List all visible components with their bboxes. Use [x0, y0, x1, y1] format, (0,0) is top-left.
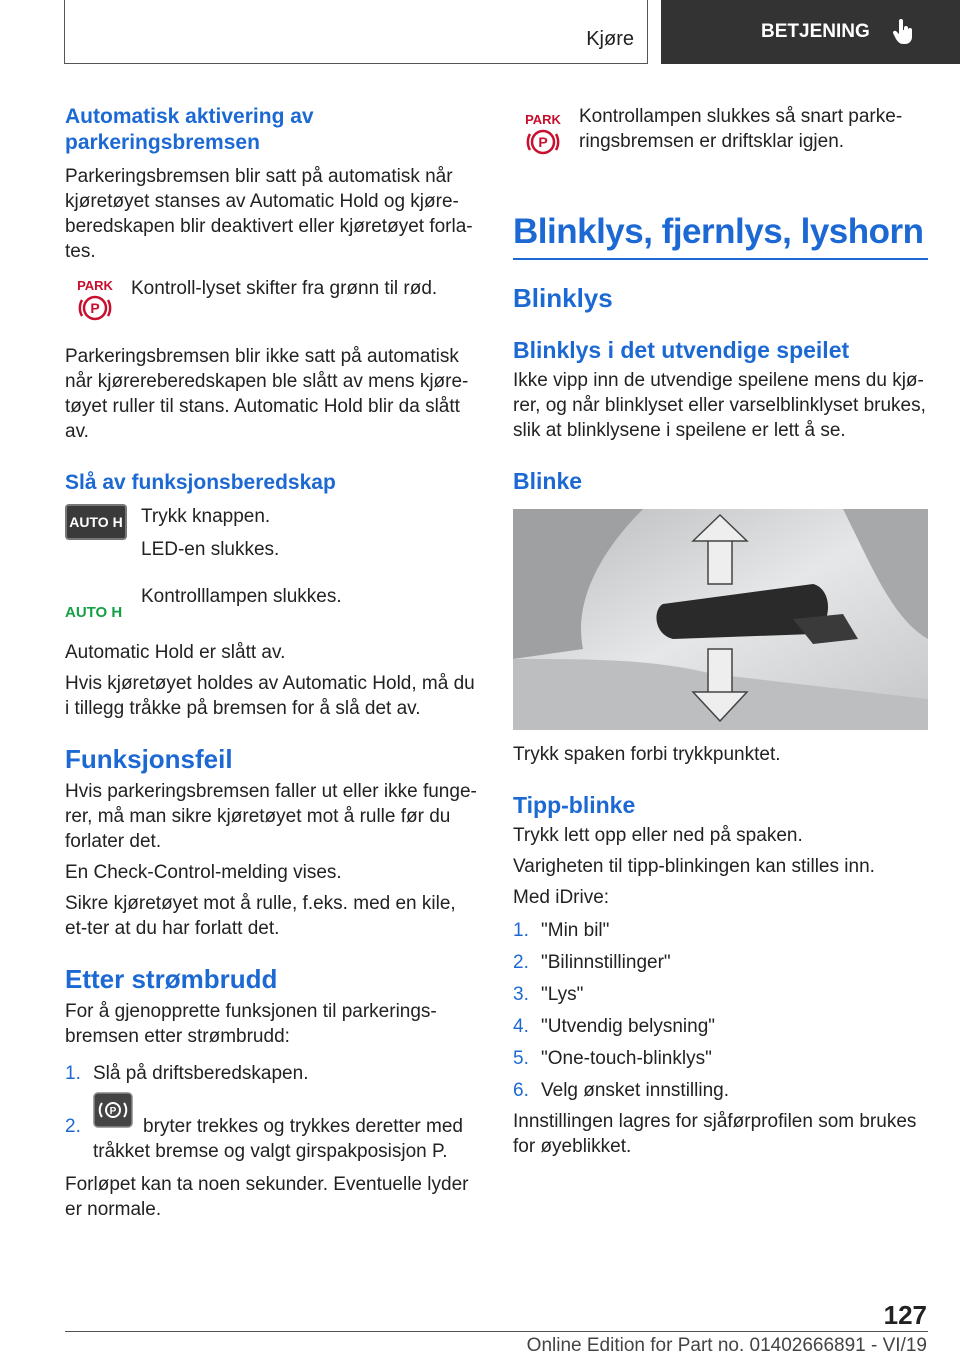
- autoh-button-row: [65, 504, 480, 562]
- lever-photo: [513, 509, 928, 730]
- paragraph-fault-3: Sikre kjøretøyet mot å rulle, f.eks. med en kile, et-ter at du har forlatt det.: [65, 893, 456, 939]
- paragraph-mirror: Ikke vipp inn de utvendige speilene mens du kjø-rer, og når blinklyset eller varselblinklyset brukes, slik at blinklysene i speilene er lett å se.: [513, 370, 926, 441]
- lamp-note: Kontrolllampen slukkes.: [141, 586, 342, 607]
- header-chapter-tab: [661, 0, 960, 64]
- header-section: Kjøre: [586, 28, 634, 50]
- list-item: [513, 950, 928, 975]
- paragraph-tip-2: Varigheten til tipp-blinkingen kan stilles inn.: [513, 856, 875, 877]
- paragraph-tip-3: Med iDrive:: [513, 887, 610, 908]
- footer-rule: [65, 1331, 928, 1332]
- list-item: [513, 982, 928, 1007]
- list-item: [513, 918, 928, 943]
- autoh-lamp-row: [65, 584, 480, 622]
- list-text: "Bilinnstillinger": [541, 952, 671, 973]
- list-text: bryter trekkes og trykkes deretter med tråkket bremse og valgt girspakposisjon P.: [93, 1116, 463, 1162]
- park-icon-label: PARK: [77, 278, 113, 293]
- list-text: Velg ønsket innstilling.: [541, 1080, 729, 1101]
- heading-rule: [513, 258, 928, 260]
- paragraph-fault-2: En Check-Control-melding vises.: [65, 862, 342, 883]
- park-note-row-right: [513, 104, 928, 160]
- page-number: 127: [883, 1300, 927, 1330]
- paragraph-hold-off: Automatic Hold er slått av.: [65, 642, 286, 663]
- list-item: [65, 1061, 480, 1086]
- list-number: 3.: [513, 984, 529, 1005]
- paragraph-hold-brake: Hvis kjøretøyet holdes av Automatic Hold, må du i tillegg tråkke på bremsen for å slå det av.: [65, 673, 475, 719]
- park-ready-note: Kontrollampen slukkes så snart parke-ringsbremsen er driftsklar igjen.: [579, 106, 903, 152]
- list-number: 2.: [65, 1116, 81, 1137]
- auto-hold-lamp-label: AUTO H: [65, 604, 123, 621]
- header-chapter-label: BETJENING: [761, 21, 870, 42]
- heading-tip-blink: Tipp-blinke: [513, 792, 636, 818]
- paragraph-tip-1: Trykk lett opp eller ned på spaken.: [513, 825, 803, 846]
- header-box: [64, 0, 648, 64]
- park-brake-icon: [69, 276, 121, 326]
- list-text: "Utvendig belysning": [541, 1016, 716, 1037]
- svg-text:P: P: [109, 1106, 117, 1117]
- idrive-steps-list: [513, 918, 928, 1103]
- list-text: "Lys": [541, 984, 584, 1005]
- heading-switch-off: Slå av funksjonsberedskap: [65, 471, 336, 494]
- heading-mirror-signals: Blinklys i det utvendige speilet: [513, 337, 850, 363]
- heading-blink: Blinke: [513, 468, 583, 494]
- paragraph-park-not-set: Parkeringsbremsen blir ikke satt på automatisk når kjørereberedskapen ble slått av mens kjøre-tøyet ruller til stans. Automatic Hold blir da slått av.: [65, 346, 469, 442]
- auto-hold-lamp-icon: [65, 584, 127, 622]
- list-number: 2.: [513, 952, 529, 973]
- paragraph-power-failure: For å gjenopprette funksjonen til parkerings-bremsen etter strømbrudd:: [65, 1001, 437, 1047]
- power-steps-list: [65, 1061, 480, 1164]
- list-number: 1.: [513, 920, 529, 941]
- parking-brake-switch-icon: [93, 1092, 133, 1128]
- left-column: [65, 104, 480, 1222]
- off-step-led: LED-en slukkes.: [141, 539, 280, 560]
- list-item: [513, 1046, 928, 1071]
- heading-main: Blinklys, fjernlys, lyshorn: [513, 212, 924, 251]
- list-item: [513, 1078, 928, 1103]
- paragraph-fault-1: Hvis parkeringsbremsen faller ut eller ikke funge-rer, må man sikre kjøretøyet mot å rulle før du forlater det.: [65, 781, 477, 852]
- paragraph-duration: Forløpet kan ta noen sekunder. Eventuelle lyder er normale.: [65, 1174, 469, 1220]
- list-number: 6.: [513, 1080, 529, 1101]
- park-icon-label: PARK: [525, 112, 561, 127]
- svg-text:P: P: [90, 300, 100, 316]
- heading-auto-activation: Automatisk aktivering av parkeringsbremsen: [65, 105, 314, 154]
- list-text: "One-touch-blinklys": [541, 1048, 712, 1069]
- off-step-press: Trykk knappen.: [141, 506, 271, 527]
- list-text: Slå på driftsberedskapen.: [93, 1063, 309, 1084]
- right-column: [513, 104, 928, 1159]
- list-text: "Min bil": [541, 920, 610, 941]
- svg-text:P: P: [538, 134, 548, 150]
- park-brake-icon: [517, 110, 569, 160]
- heading-power-failure: Etter strømbrudd: [65, 964, 278, 994]
- list-number: 1.: [65, 1063, 81, 1084]
- list-item: [65, 1100, 480, 1164]
- paragraph-profile: Innstillingen lagres for sjåførprofilen som brukes for øyeblikket.: [513, 1111, 917, 1157]
- lever-illustration: [513, 509, 928, 730]
- list-number: 4.: [513, 1016, 529, 1037]
- auto-hold-button-icon: AUTO H: [65, 504, 127, 540]
- hand-pointer-icon: [892, 19, 914, 45]
- park-note-row: [65, 276, 480, 326]
- park-note: Kontroll-lyset skifter fra grønn til rød.: [131, 278, 438, 299]
- photo-caption: Trykk spaken forbi trykkpunktet.: [513, 744, 781, 765]
- paragraph-auto-activation: Parkeringsbremsen blir satt på automatisk når kjøretøyet stanses av Automatic Hold og kjøre-beredskapen blir deaktivert eller kjøretøyet forla-tes.: [65, 166, 473, 262]
- list-item: [513, 1014, 928, 1039]
- list-number: 5.: [513, 1048, 529, 1069]
- heading-malfunction: Funksjonsfeil: [65, 744, 233, 774]
- edition-note: Online Edition for Part no. 01402666891 - VI/19: [526, 1335, 927, 1356]
- heading-turn-signals: Blinklys: [513, 283, 613, 313]
